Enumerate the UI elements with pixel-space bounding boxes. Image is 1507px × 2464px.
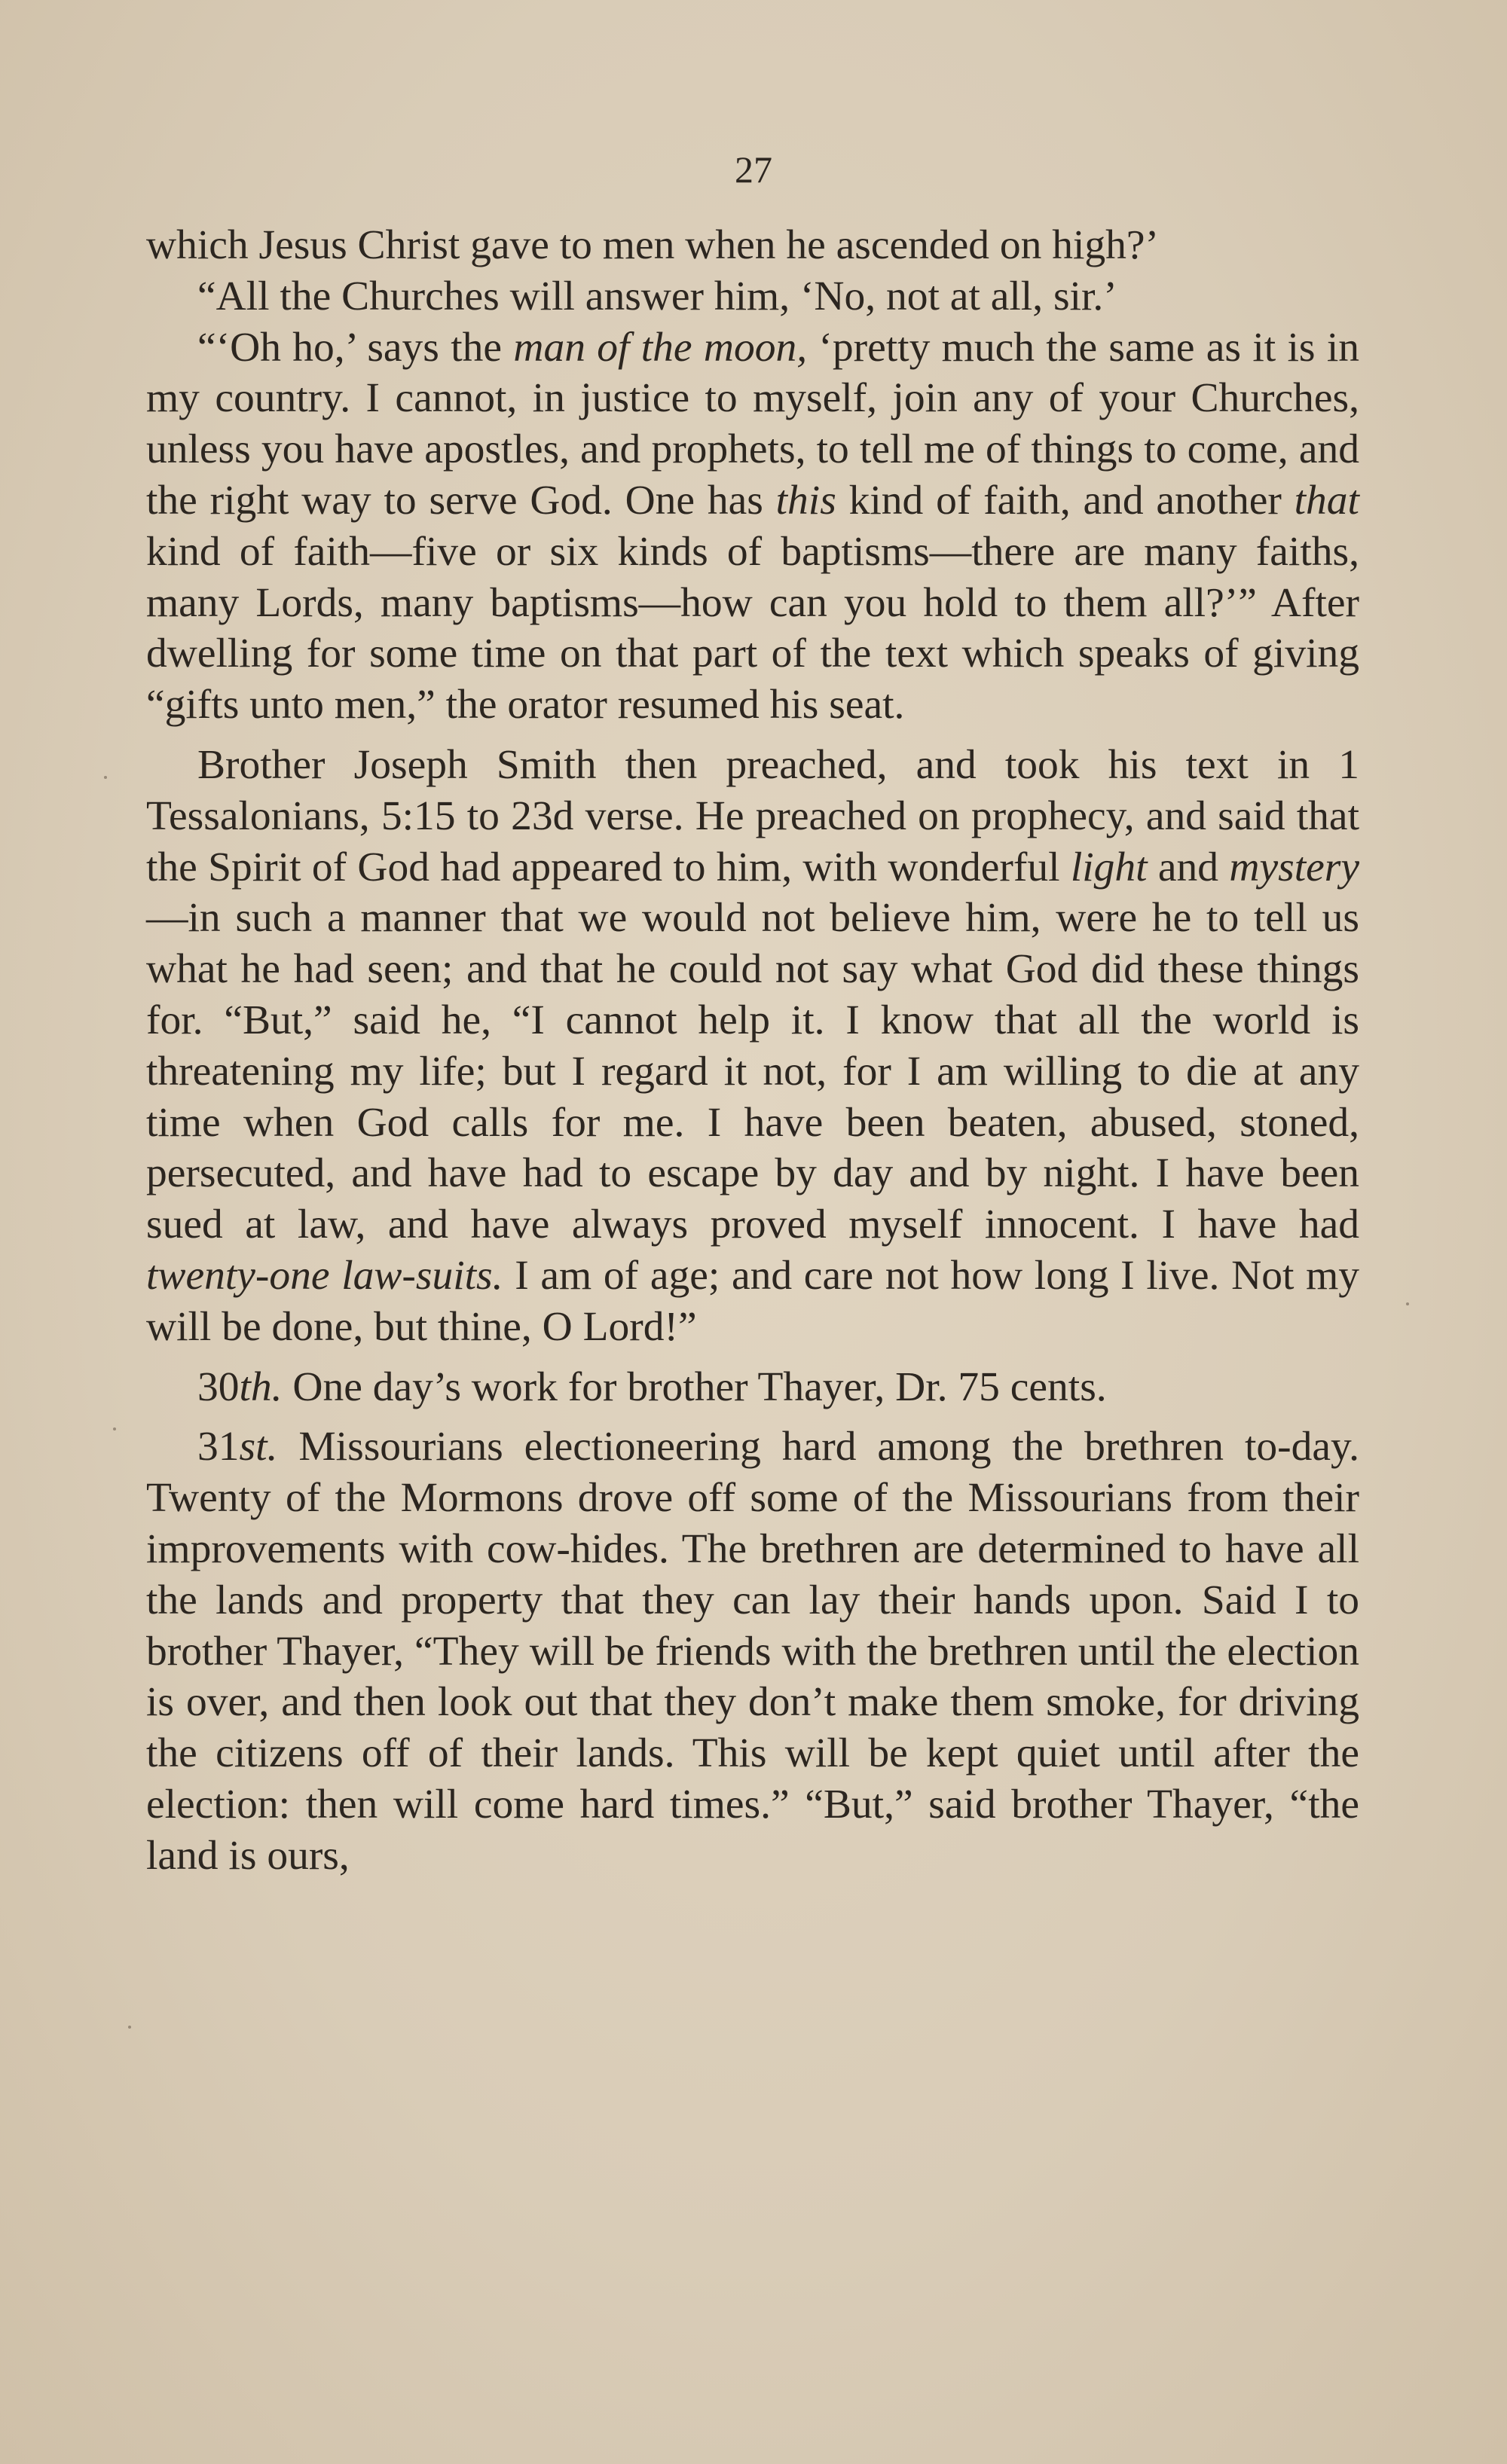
text-run: Brother Joseph Smith then preached, and took his text in 1 Tessalonians, 5:15 to 23d verse. He preached on prophecy, and said that the Spirit of God had appeared to him, with wonderful [146, 741, 1359, 890]
paper-speck [113, 1427, 116, 1430]
body-text [146, 220, 1359, 1882]
text-run: which Jesus Christ gave to men when he ascended on high?’ [146, 222, 1160, 268]
italic-text-run: mystery [1229, 844, 1359, 890]
italic-text-run: st. [239, 1424, 278, 1470]
text-run: I am of age; and care not how long I live. Not my will be done, but thine, O Lord!” [146, 1252, 1360, 1350]
text-run: and [1147, 844, 1230, 890]
text-run: Missourians electioneering hard among the brethren to-day. Twenty of the Mormons drove off some of the Missourians from their improvements with cow-hides. The brethren are determined to have all the lands and property that they can lay their hands upon. Said I to brother Thayer, “They will be friends with the brethren until the election is over, and then look out that they don’t make them smoke, for driving the citizens off of their lands. This will be kept quiet until after the election: then will come hard times.” “But,” said brother Thayer, “the land is ours, [146, 1424, 1359, 1879]
italic-text-run: twenty-one law-suits. [146, 1252, 503, 1299]
paragraph-entry-30th [146, 1362, 1359, 1413]
paragraph-man-of-the-moon [146, 322, 1359, 731]
text-run: kind of faith—five or six kinds of baptisms—there are many faiths, many Lords, many baptisms—how can you hold to them all?’” After dwelling for some time on that part of the text which speaks of giving “gifts unto men,” the orator resumed his seat. [146, 528, 1359, 728]
paragraph-churches-answer [146, 271, 1359, 322]
paper-speck [1406, 1302, 1409, 1305]
page-number: 27 [735, 148, 772, 191]
paragraph-joseph-smith-sermon [146, 740, 1359, 1353]
text-run: “‘Oh ho,’ says the [197, 324, 514, 371]
text-run: kind of faith, and another [836, 477, 1295, 524]
text-run: 30 [197, 1363, 240, 1410]
paper-speck [128, 2026, 131, 2029]
italic-text-run: man of the moon, [513, 324, 808, 371]
text-run: “All the Churches will answer him, ‘No, not at all, sir.’ [197, 273, 1117, 319]
text-run: 31 [197, 1424, 240, 1470]
text-run: ‘pretty much the same as it is in my country. I cannot, in justice to myself, join any of your Churches, unless you have apostles, and prophets, to tell me of things to come, and the right way to serve God. One has [146, 324, 1359, 524]
paragraph-entry-31st [146, 1421, 1359, 1881]
italic-text-run: light [1070, 844, 1148, 890]
paragraph-continuation [146, 220, 1359, 271]
text-run: —in such a manner that we would not believe him, were he to tell us what he had seen; and that he could not say what God did these things for. “But,” said he, “I cannot help it. I know that all the world is threatening my life; but I regard it not, for I am willing to die at any time when God calls for me. I have been beaten, abused, stoned, persecuted, and have had to escape by day and by night. I have been sued at law, and have always proved myself innocent. I have had [146, 895, 1359, 1248]
italic-text-run: that [1294, 477, 1359, 524]
text-run: One day’s work for brother Thayer, Dr. 75 cents. [282, 1363, 1107, 1410]
italic-text-run: this [775, 477, 836, 524]
paper-speck [104, 776, 107, 779]
italic-text-run: th. [239, 1363, 283, 1410]
